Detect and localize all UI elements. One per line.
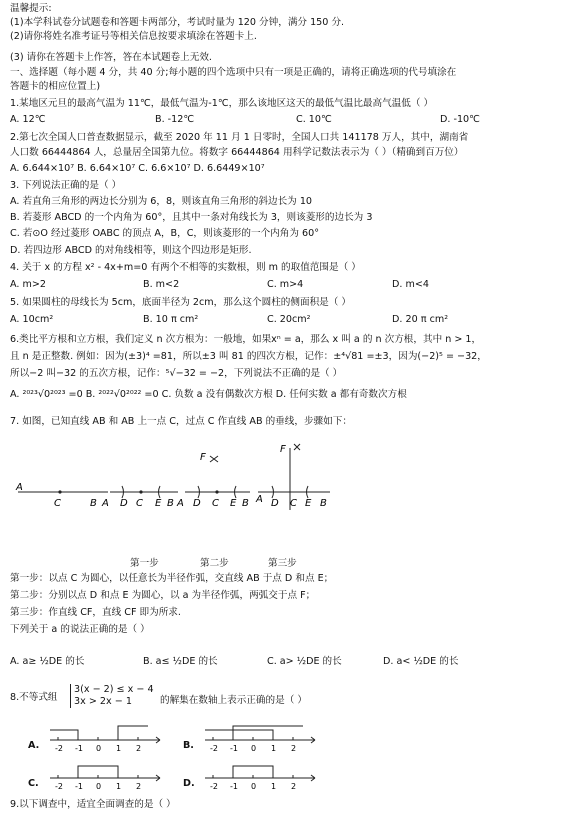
tick-label: 0 [96,744,102,753]
tick-label: 2 [136,744,142,753]
q7-caption-2: 第二步 [200,558,229,569]
q8-stem-a: 8.不等式组 [10,692,58,703]
tick-label: -1 [230,782,238,791]
q9-stem: 9.以下调查中，适宜全面调查的是（ ） [10,799,176,810]
q3-option-a: A. 若直角三角形的两边长分别为 6，8，则该直角三角形的斜边长为 10 [10,196,313,207]
fig-label-c3: C [212,498,219,509]
fig-label-d4: D [271,498,279,509]
tick-label: 1 [271,782,277,791]
fig-label-b3: B [242,498,249,509]
q3-stem: 3. 下列说法正确的是（ ） [10,180,122,191]
fig-label-a1: A [16,482,23,493]
tick-label: -2 [210,744,218,753]
q5-option-d: D. 20 π cm² [392,314,449,325]
q1-option-b: B. -12℃ [155,114,195,125]
q1-option-c: C. 10℃ [296,114,332,125]
fig-label-b1: B [90,498,97,509]
fig-label-f2: F [200,452,206,463]
q3-option-d: D. 若四边形 ABCD 的对角线相等，则这个四边形是矩形. [10,245,252,256]
q6-line2: 且 n 是正整数. 例如：因为(±3)⁴ =81，所以±3 叫 81 的四次方根，记作：±⁴√81 =±3，因为(−2)⁵ = −32， [10,351,487,362]
section-heading-line1: 一、选择题（每小题 4 分，共 40 分;每小题的四个选项中只有一项是正确的，请将正确选项的代号填涂在 [10,67,457,78]
q7-step1: 第一步：以点 C 为圆心，以任意长为半径作弧，交直线 AB 于点 D 和点 E； [10,573,334,584]
fig-label-c4: C [290,498,297,509]
q7-step2: 第二步：分别以点 D 和点 E 为圆心，以 a 为半径作弧，两弧交于点 F； [10,590,316,601]
q1-option-d: D. -10℃ [440,114,480,125]
tip-3: (3) 请你在答题卡上作答，答在本试题卷上无效. [10,52,212,63]
q7-construction-figure [10,440,340,520]
q5-stem: 5. 如果圆柱的母线长为 5cm，底面半径为 2cm，那么这个圆柱的侧面积是（ ） [10,297,352,308]
q7-option-d: D. a< ½DE 的长 [383,656,459,667]
q5-option-c: C. 20cm² [267,314,311,325]
q7-stem: 7. 如图，已知直线 AB 和 AB 上一点 C，过点 C 作直线 AB 的垂线，步骤如下： [10,416,352,427]
q4-stem: 4. 关于 x 的方程 x² - 4x+m=0 有两个不相等的实数根，则 m 的取值范围是（ ） [10,262,361,273]
q8-number-line-b [203,722,323,754]
q2-options: A. 6.644×10⁷ B. 6.64×10⁷ C. 6.6×10⁷ D. 6.6449×10⁷ [10,163,265,174]
q1-option-a: A. 12℃ [10,114,46,125]
tip-title: 温馨提示: [10,3,52,14]
tick-label: -2 [210,782,218,791]
tick-label: 1 [116,744,122,753]
q8-system [70,684,154,708]
q6-line3: 所以−2 叫−32 的五次方根，记作：⁵√−32 = −2，下列说法不正确的是（ ） [10,368,343,379]
q7-step3: 第三步：作直线 CF，直线 CF 即为所求. [10,607,181,618]
tip-1: (1)本学科试卷分试题卷和答题卡两部分，考试时量为 120 分钟，满分 150 分. [10,17,345,28]
q4-option-c: C. m>4 [267,279,304,290]
fig-label-d3: D [193,498,201,509]
q7-option-b: B. a≤ ½DE 的长 [143,656,218,667]
q8-choice-b-label: B. [183,740,194,751]
q5-option-b: B. 10 π cm² [143,314,199,325]
q8-choice-a-label: A. [28,740,40,751]
tick-label: -2 [55,744,63,753]
q7-option-c: C. a> ½DE 的长 [267,656,342,667]
tick-label: 2 [291,782,297,791]
q2-stem-line1: 2.第七次全国人口普查数据显示，截至 2020 年 11 月 1 日零时，全国人口共 141178 万人，其中，湖南省 [10,132,469,143]
q1-stem: 1.某地区元旦的最高气温为 11℃，最低气温为-1℃，那么该地区这天的最低气温比最高气温低（ ） [10,98,434,109]
q8-ineq1: 3(x − 2) ≤ x − 4 [74,684,154,695]
fig-label-e4: E [305,498,312,509]
fig-label-a3: A [177,498,184,509]
q6-options: A. ²⁰²³√0²⁰²³ =0 B. ²⁰²²√0²⁰²² =0 C. 负数 a 没有偶数次方根 D. 任何实数 a 都有奇数次方根 [10,389,407,400]
q8-choice-c-label: C. [28,778,39,789]
q7-option-a: A. a≥ ½DE 的长 [10,656,85,667]
q8-stem-b: 的解集在数轴上表示正确的是（ ） [160,695,307,706]
tick-label: 0 [251,744,257,753]
q4-option-a: A. m>2 [10,279,46,290]
section-heading-line2: 答题卡的相应位置上) [10,81,101,92]
tick-label: -1 [75,782,83,791]
fig-label-c2: C [136,498,143,509]
tick-label: -1 [230,744,238,753]
tip-2: (2)请你将姓名准考证号等相关信息按要求填涂在答题卡上. [10,31,257,42]
tick-label: 2 [136,782,142,791]
q3-option-c: C. 若⊙O 经过菱形 OABC 的顶点 A，B，C，则该菱形的一个内角为 60° [10,228,320,239]
q3-option-b: B. 若菱形 ABCD 的一个内角为 60°，且其中一条对角线长为 3，则该菱形的边长为 3 [10,212,373,223]
q7-caption-1: 第一步 [130,558,159,569]
q7-ask: 下列关于 a 的说法正确的是（ ） [10,624,150,635]
q8-ineq2: 3x > 2x − 1 [74,696,132,707]
fig-label-c1: C [54,498,61,509]
fig-label-b2: B [167,498,174,509]
q4-option-b: B. m<2 [143,279,180,290]
q2-stem-line2: 人口数 66444864 人，总量居全国第九位。将数字 66444864 用科学记数法表示为（ ）（精确到百万位） [10,147,464,158]
q8-number-line-a [48,722,168,754]
q6-line1: 6.类比平方根和立方根，我们定义 n 次方根为：一般地，如果xⁿ = a，那么 x 叫 a 的 n 次方根，其中 n > 1， [10,334,482,345]
tick-label: -2 [55,782,63,791]
tick-label: 0 [96,782,102,791]
fig-label-b4: B [320,498,327,509]
q7-caption-3: 第三步 [268,558,297,569]
tick-label: 1 [271,744,277,753]
fig-label-f3: F [280,444,286,455]
tick-label: 0 [251,782,257,791]
q5-option-a: A. 10cm² [10,314,54,325]
fig-label-e3: E [230,498,237,509]
q8-choice-d-label: D. [183,778,195,789]
fig-label-e2: E [155,498,162,509]
tick-label: 2 [291,744,297,753]
fig-label-d2: D [120,498,128,509]
tick-label: -1 [75,744,83,753]
q4-option-d: D. m<4 [392,279,429,290]
q8-number-line-c [48,760,168,792]
fig-label-a2: A [102,498,109,509]
q8-number-line-d [203,760,323,792]
tick-label: 1 [116,782,122,791]
fig-label-a4: A [256,494,263,505]
